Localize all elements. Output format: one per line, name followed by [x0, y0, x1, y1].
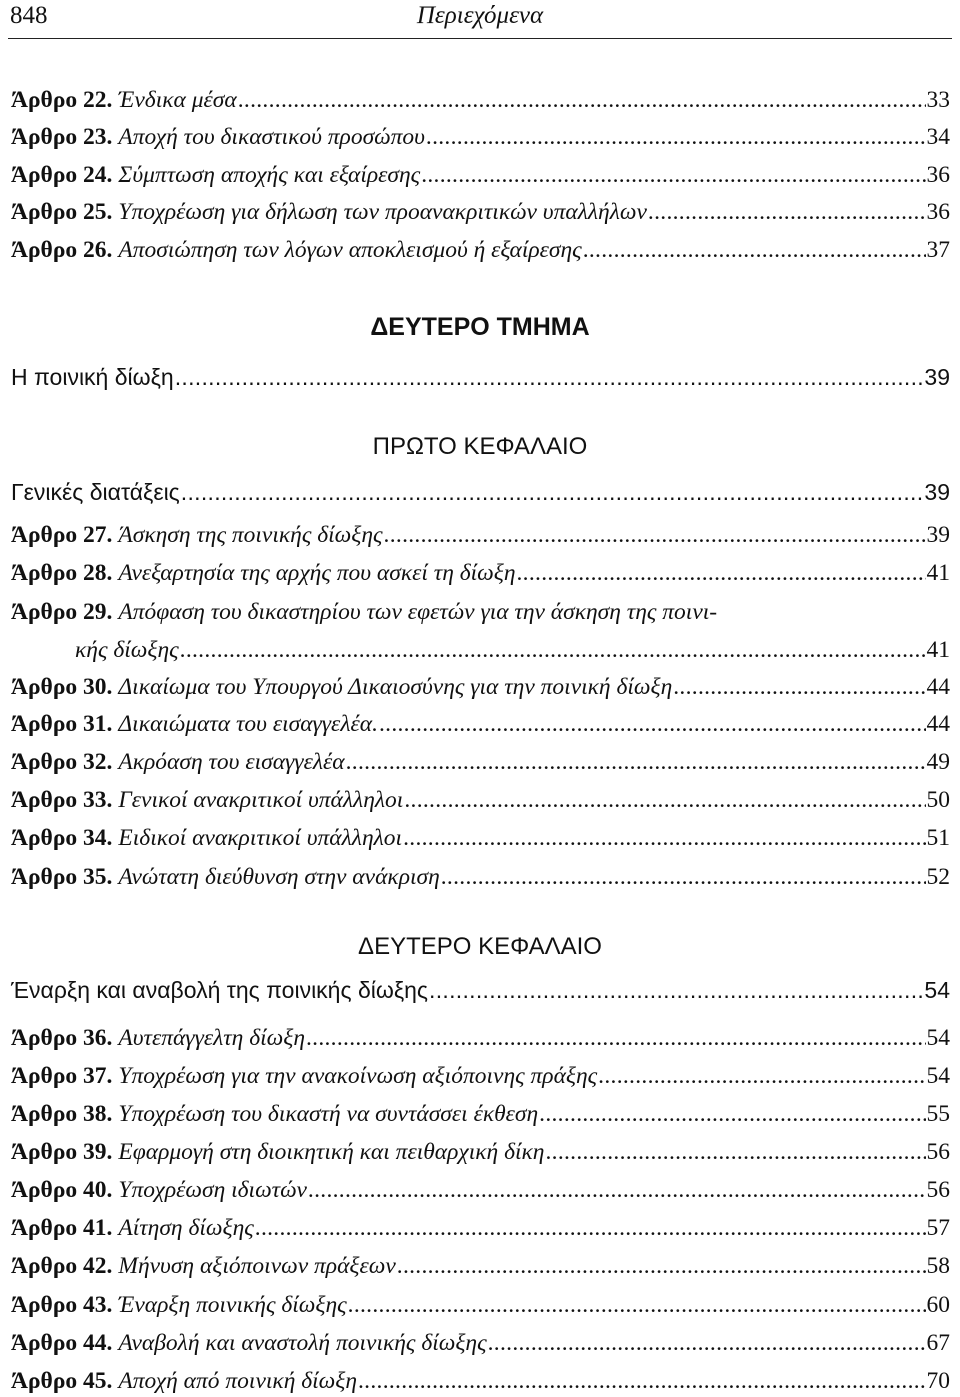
toc-entry — [11, 558, 950, 588]
article-label: Άρθρο 23. — [11, 124, 113, 150]
article-title: Δικαιώματα του εισαγγελέα. — [118, 711, 378, 737]
toc-entry — [11, 1290, 950, 1320]
page-number: 848 — [10, 2, 48, 29]
article-label: Άρθρο 26. — [11, 237, 113, 263]
dot-leader — [404, 785, 925, 815]
page-ref: 36 — [926, 199, 950, 225]
article-title: Υποχρέωση για την ανακοίνωση αξιόποινης πράξης — [118, 1063, 598, 1089]
page-ref: 49 — [926, 749, 950, 775]
article-label: Άρθρο 35. — [11, 864, 113, 890]
article-label: Άρθρο 33. — [11, 787, 113, 813]
page-ref: 37 — [926, 237, 950, 263]
dot-leader — [379, 709, 926, 739]
article-label: Άρθρο 25. — [11, 199, 113, 225]
page-ref: 34 — [926, 124, 950, 150]
dot-leader — [539, 1099, 925, 1129]
article-label: Άρθρο 32. — [11, 749, 113, 775]
article-title: Απόφαση του δικαστηρίου των εφετών για την άσκηση της ποινι- — [118, 599, 718, 625]
toc-entry — [11, 122, 950, 152]
toc-entry — [11, 747, 950, 777]
article-title: Υποχρέωση του δικαστή να συντάσσει έκθεση — [118, 1101, 539, 1127]
article-title: Αποχή του δικαστικού προσώπου — [118, 124, 425, 150]
running-title: Περιεχόμενα — [416, 2, 544, 29]
toc-entry — [11, 785, 950, 815]
toc-entry — [11, 160, 950, 190]
article-label: Άρθρο 27. — [11, 522, 113, 548]
toc-entry — [11, 1061, 950, 1091]
toc-entry — [11, 1137, 950, 1167]
article-label: Άρθρο 22. — [11, 87, 113, 113]
page-ref: 39 — [924, 364, 950, 390]
dot-leader — [517, 558, 926, 588]
article-label: Άρθρο 43. — [11, 1292, 113, 1318]
article-title: Ειδικοί ανακριτικοί υπάλληλοι — [118, 825, 403, 851]
dot-leader — [348, 1290, 926, 1320]
dot-leader — [648, 197, 926, 227]
article-title: Ένδικα μέσα — [118, 87, 237, 113]
article-title: Γενικοί ανακριτικοί υπάλληλοι — [118, 787, 404, 813]
dot-leader — [598, 1061, 925, 1091]
dot-leader — [403, 823, 925, 853]
article-title: Αποσιώπηση των λόγων αποκλεισμού ή εξαίρεσης — [118, 237, 582, 263]
toc-entry — [11, 597, 950, 627]
article-title: Υποχρέωση ιδιωτών — [118, 1177, 307, 1203]
dot-leader — [583, 235, 926, 265]
page-ref: 44 — [926, 674, 950, 700]
page-ref: 33 — [926, 87, 950, 113]
page-ref: 52 — [926, 864, 950, 890]
dot-leader — [255, 1213, 926, 1243]
toc-entry — [11, 1328, 950, 1358]
dot-leader — [384, 520, 926, 550]
dot-leader — [346, 747, 926, 777]
page-ref: 51 — [926, 825, 950, 851]
toc-entry — [11, 823, 950, 853]
toc-entry — [11, 85, 950, 115]
article-title: Εφαρμογή στη διοικητική και πειθαρχική δίκη — [118, 1139, 545, 1165]
page-ref: 55 — [926, 1101, 950, 1127]
article-label: Άρθρο 44. — [11, 1330, 113, 1356]
dot-leader — [441, 862, 926, 892]
toc-entry — [11, 1213, 950, 1243]
page-ref: 60 — [926, 1292, 950, 1318]
page-ref: 41 — [926, 560, 950, 586]
section-heading: ΠΡΩΤΟ ΚΕΦΑΛΑΙΟ — [372, 433, 588, 460]
page-ref: 56 — [926, 1177, 950, 1203]
article-label: Άρθρο 41. — [11, 1215, 113, 1241]
page-ref: 57 — [926, 1215, 950, 1241]
article-label: Άρθρο 34. — [11, 825, 113, 851]
article-title: Δικαίωμα του Υπουργού Δικαιοσύνης για την ποινική δίωξη — [118, 674, 673, 700]
page-ref: 50 — [926, 787, 950, 813]
section-heading: ΔΕΥΤΕΡΟ ΚΕΦΑΛΑΙΟ — [358, 933, 602, 960]
section-heading: ΔΕΥΤΕΡΟ ΤΜΗΜΑ — [370, 313, 590, 341]
toc-entry — [11, 235, 950, 265]
article-label: Άρθρο 30. — [11, 674, 113, 700]
article-label: Άρθρο 38. — [11, 1101, 113, 1127]
article-title: Αποχή από ποινική δίωξη — [118, 1368, 357, 1394]
article-title: Ανώτατη διεύθυνση στην ανάκριση — [118, 864, 440, 890]
toc-entry — [11, 1366, 950, 1396]
page-ref: 54 — [926, 1025, 950, 1051]
page-ref: 44 — [926, 711, 950, 737]
article-title: Αυτεπάγγελτη δίωξη — [118, 1025, 305, 1051]
article-title: Υποχρέωση για δήλωση των προανακριτικών υπαλλήλων — [118, 199, 647, 225]
dot-leader — [673, 672, 925, 702]
toc-entry — [11, 709, 950, 739]
article-label: Άρθρο 45. — [11, 1368, 113, 1394]
toc-entry — [11, 862, 950, 892]
article-label: Άρθρο 29. — [11, 599, 113, 625]
dot-leader — [545, 1137, 925, 1167]
dot-leader — [429, 975, 923, 1005]
article-label: Άρθρο 39. — [11, 1139, 113, 1165]
article-title: Ακρόαση του εισαγγελέα — [118, 749, 345, 775]
dot-leader — [308, 1175, 926, 1205]
dot-leader — [175, 362, 924, 392]
article-title: Σύμπτωση αποχής και εξαίρεσης — [118, 162, 421, 188]
toc-entry — [11, 1175, 950, 1205]
dot-leader — [358, 1366, 926, 1396]
section-intro-title: Έναρξη και αναβολή της ποινικής δίωξης — [11, 977, 428, 1003]
article-title: Μήνυση αξιόποινων πράξεων — [118, 1253, 396, 1279]
page-ref: 41 — [926, 637, 950, 663]
toc-entry — [11, 520, 950, 550]
page-ref: 70 — [926, 1368, 950, 1394]
dot-leader — [397, 1251, 926, 1281]
article-label: Άρθρο 31. — [11, 711, 113, 737]
toc-entry — [11, 1023, 950, 1053]
page-ref: 36 — [926, 162, 950, 188]
article-title: Αναβολή και αναστολή ποινικής δίωξης — [118, 1330, 487, 1356]
dot-leader — [306, 1023, 926, 1053]
page-ref: 58 — [926, 1253, 950, 1279]
toc-entry — [11, 672, 950, 702]
toc-entry — [11, 197, 950, 227]
dot-leader — [488, 1328, 926, 1358]
page-ref: 39 — [926, 522, 950, 548]
article-title: Άσκηση της ποινικής δίωξης — [118, 522, 383, 548]
toc-entry-continuation — [75, 635, 950, 665]
section-intro-title: Γενικές διατάξεις — [11, 479, 180, 505]
page-ref: 54 — [926, 1063, 950, 1089]
article-label: Άρθρο 24. — [11, 162, 113, 188]
dot-leader — [238, 85, 926, 115]
page-ref: 39 — [924, 479, 950, 505]
dot-leader — [180, 635, 926, 665]
article-label: Άρθρο 36. — [11, 1025, 113, 1051]
article-title: Ανεξαρτησία της αρχής που ασκεί τη δίωξη — [118, 560, 516, 586]
page-ref: 56 — [926, 1139, 950, 1165]
section-intro — [11, 362, 950, 392]
article-title-continuation: κής δίωξης — [75, 637, 179, 663]
article-label: Άρθρο 37. — [11, 1063, 113, 1089]
article-label: Άρθρο 40. — [11, 1177, 113, 1203]
toc-entry — [11, 1099, 950, 1129]
toc-entry — [11, 1251, 950, 1281]
dot-leader — [426, 122, 926, 152]
dot-leader — [181, 477, 924, 507]
page-ref: 54 — [924, 977, 950, 1003]
article-label: Άρθρο 28. — [11, 560, 113, 586]
section-intro — [11, 477, 950, 507]
article-title: Αίτηση δίωξης — [118, 1215, 254, 1241]
article-label: Άρθρο 42. — [11, 1253, 113, 1279]
dot-leader — [421, 160, 925, 190]
section-intro-title: Η ποινική δίωξη — [11, 364, 174, 390]
section-intro — [11, 975, 950, 1005]
page-ref: 67 — [926, 1330, 950, 1356]
article-title: Έναρξη ποινικής δίωξης — [118, 1292, 347, 1318]
